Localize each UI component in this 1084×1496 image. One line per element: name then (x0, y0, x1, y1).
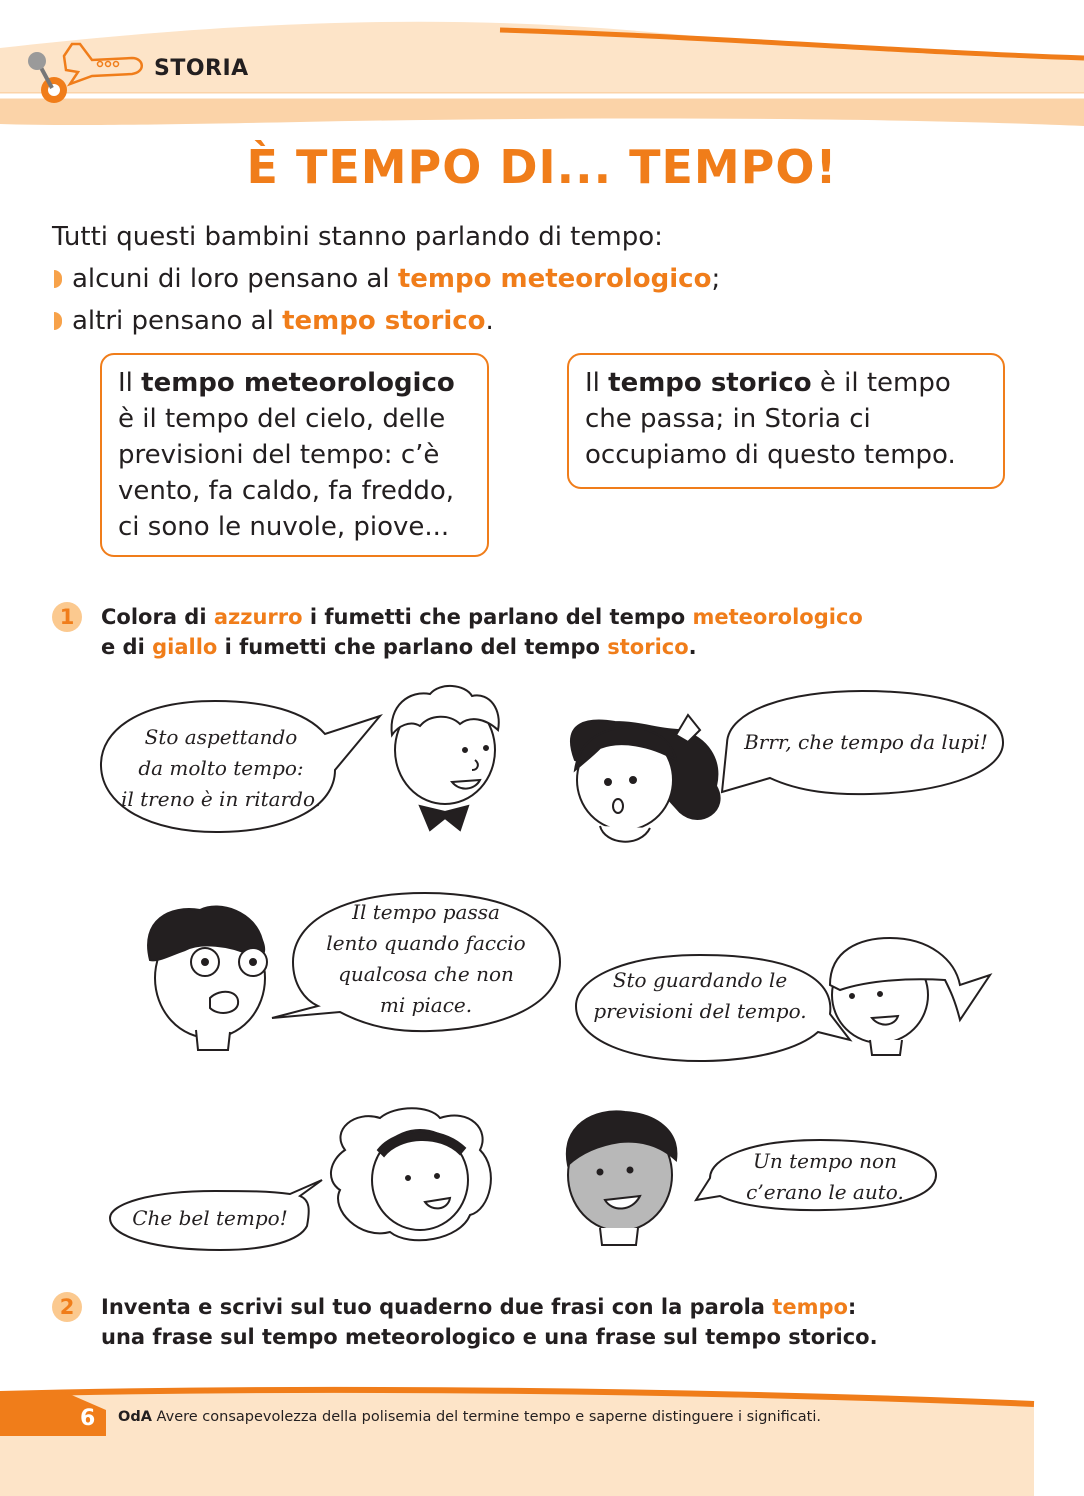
child-illustration-1 (392, 686, 499, 830)
page-number: 6 (80, 1406, 96, 1431)
child-illustration-6 (567, 1111, 677, 1245)
bullet-item-meteo: alcuni di loro pensano al tempo meteorologico; (54, 264, 720, 294)
page-title: È TEMPO DI... TEMPO! (246, 140, 838, 194)
bubble-text-5: Che bel tempo! (132, 1206, 288, 1230)
bullet-item-storico: altri pensano al tempo storico. (54, 306, 494, 336)
child-illustration-4 (830, 938, 990, 1055)
footer-band (0, 1380, 1084, 1496)
bubble-text-3: Il tempo passa lento quando faccio qualcosa che non mi piace. (326, 900, 526, 1017)
bubble-text-6: Un tempo non c’erano le auto. (746, 1149, 904, 1204)
footer-objective: OdA Avere consapevolezza della polisemia del termine tempo e saperne distinguere i significati. (118, 1409, 821, 1425)
child-illustration-5 (331, 1108, 491, 1240)
exercise-number-2: 2 (52, 1292, 82, 1322)
bubble-text-4: Sto guardando le previsioni del tempo. (593, 968, 807, 1023)
child-illustration-2 (571, 715, 720, 842)
bubble-text-1: Sto aspettando da molto tempo: il treno è in ritardo. (120, 725, 322, 811)
exercise-1-instruction: Colora di azzurro i fumetti che parlano del tempo meteorologico e di giallo i fumetti che parlano del tempo storico. (101, 605, 863, 659)
child-illustration-3 (148, 907, 267, 1050)
definition-box-storico: Il tempo storico è il tempo che passa; in Storia ci occupiamo di questo tempo. (567, 353, 1005, 489)
bubble-text-2: Brrr, che tempo da lupi! (744, 730, 988, 754)
definition-box-meteo: Il tempo meteorologico è il tempo del cielo, delle previsioni del tempo: c’è vento, fa caldo, fa freddo, ci sono le nuvole, piove... (100, 353, 489, 557)
intro-line: Tutti questi bambini stanno parlando di tempo: (52, 222, 663, 252)
exercise-2-instruction: Inventa e scrivi sul tuo quaderno due frasi con la parola tempo: una frase sul tempo meteorologico e una frase sul tempo storico. (101, 1295, 878, 1349)
section-label: STORIA (154, 56, 249, 81)
exercise-number-1: 1 (52, 602, 82, 632)
